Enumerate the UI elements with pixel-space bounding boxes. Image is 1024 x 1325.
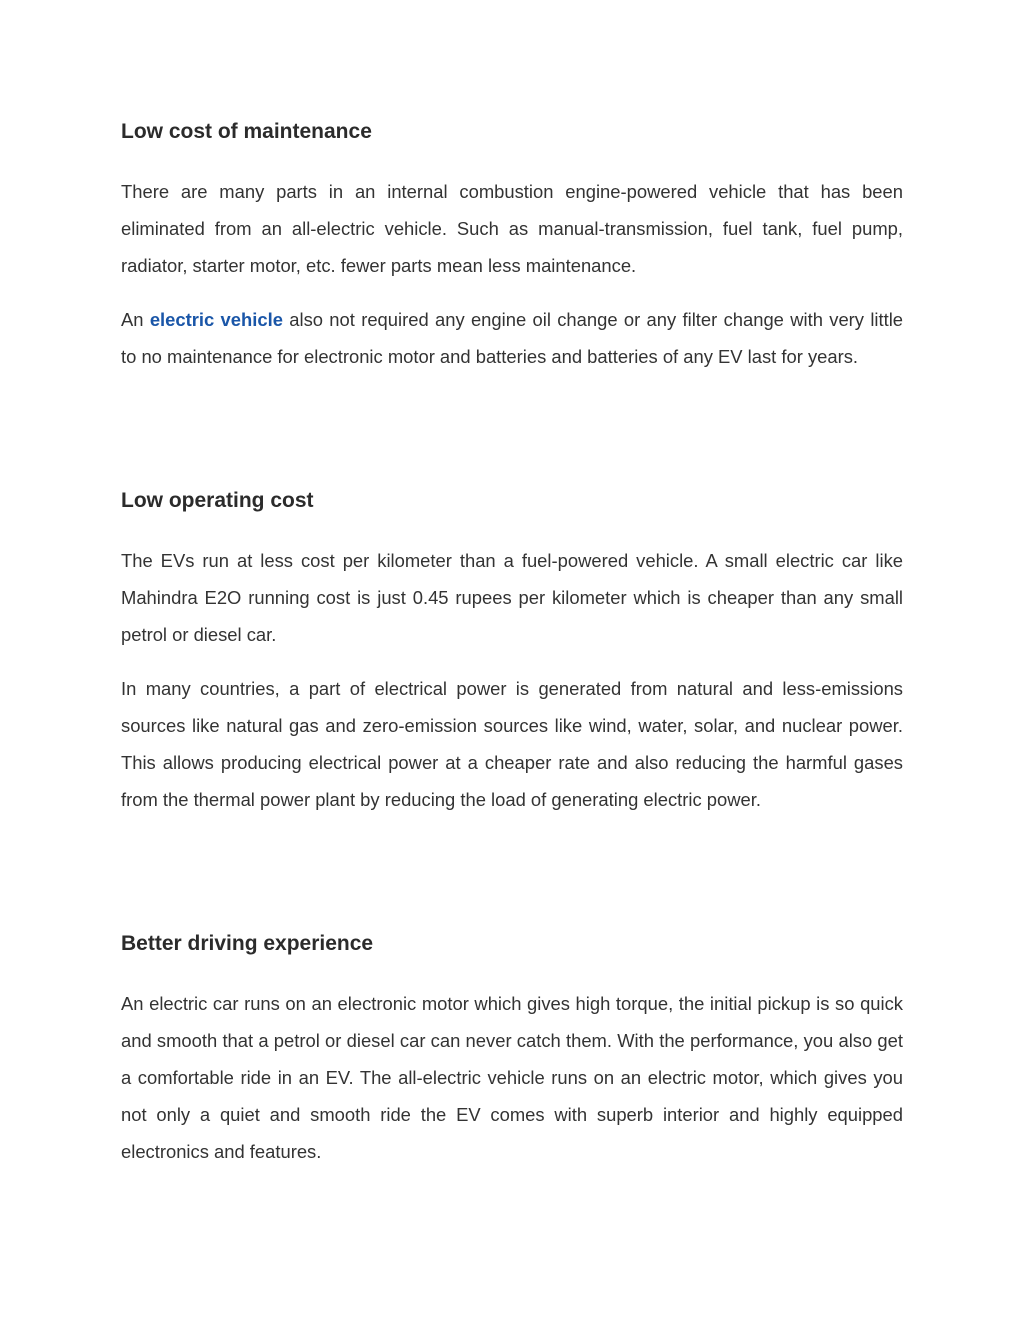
section-heading-driving-experience: Better driving experience xyxy=(121,932,374,955)
paragraph-maintenance-ev xyxy=(121,301,903,375)
paragraph-maintenance-parts: There are many parts in an internal combustion engine-powered vehicle that has been eliminated from an all-electric vehicle. Such as manual-transmission, fuel tank, fuel pump, radiator, starter motor, etc. fewer parts mean less maintenance. xyxy=(121,181,903,276)
paragraph-operating-cost: The EVs run at less cost per kilometer than a fuel-powered vehicle. A small electric car like Mahindra E2O running cost is just 0.45 rupees per kilometer which is cheaper than any small petrol or diesel car. xyxy=(121,550,903,645)
paragraph-prefix: An xyxy=(121,309,150,330)
paragraph-electrical-power: In many countries, a part of electrical power is generated from natural and less-emissions sources like natural gas and zero-emission sources like wind, water, solar, and nuclear power. This allows producing electrical power at a cheaper rate and also reducing the harmful gases from the thermal power plant by reducing the load of generating electric power. xyxy=(121,678,903,810)
paragraph-suffix: also not required any engine oil change or any filter change with very little to no maintenance for electronic motor and batteries and batteries of any EV last for years. xyxy=(121,309,904,367)
paragraph-driving-experience: An electric car runs on an electronic motor which gives high torque, the initial pickup is so quick and smooth that a petrol or diesel car can never catch them. With the performance, you also get a comfortable ride in an EV. The all-electric vehicle runs on an electric motor, which gives you not only a quiet and smooth ride the EV comes with superb interior and highly equipped electronics and features. xyxy=(121,993,903,1162)
electric-vehicle-link[interactable]: electric vehicle xyxy=(149,309,283,330)
section-heading-maintenance: Low cost of maintenance xyxy=(121,120,372,143)
section-heading-operating-cost: Low operating cost xyxy=(121,489,314,512)
